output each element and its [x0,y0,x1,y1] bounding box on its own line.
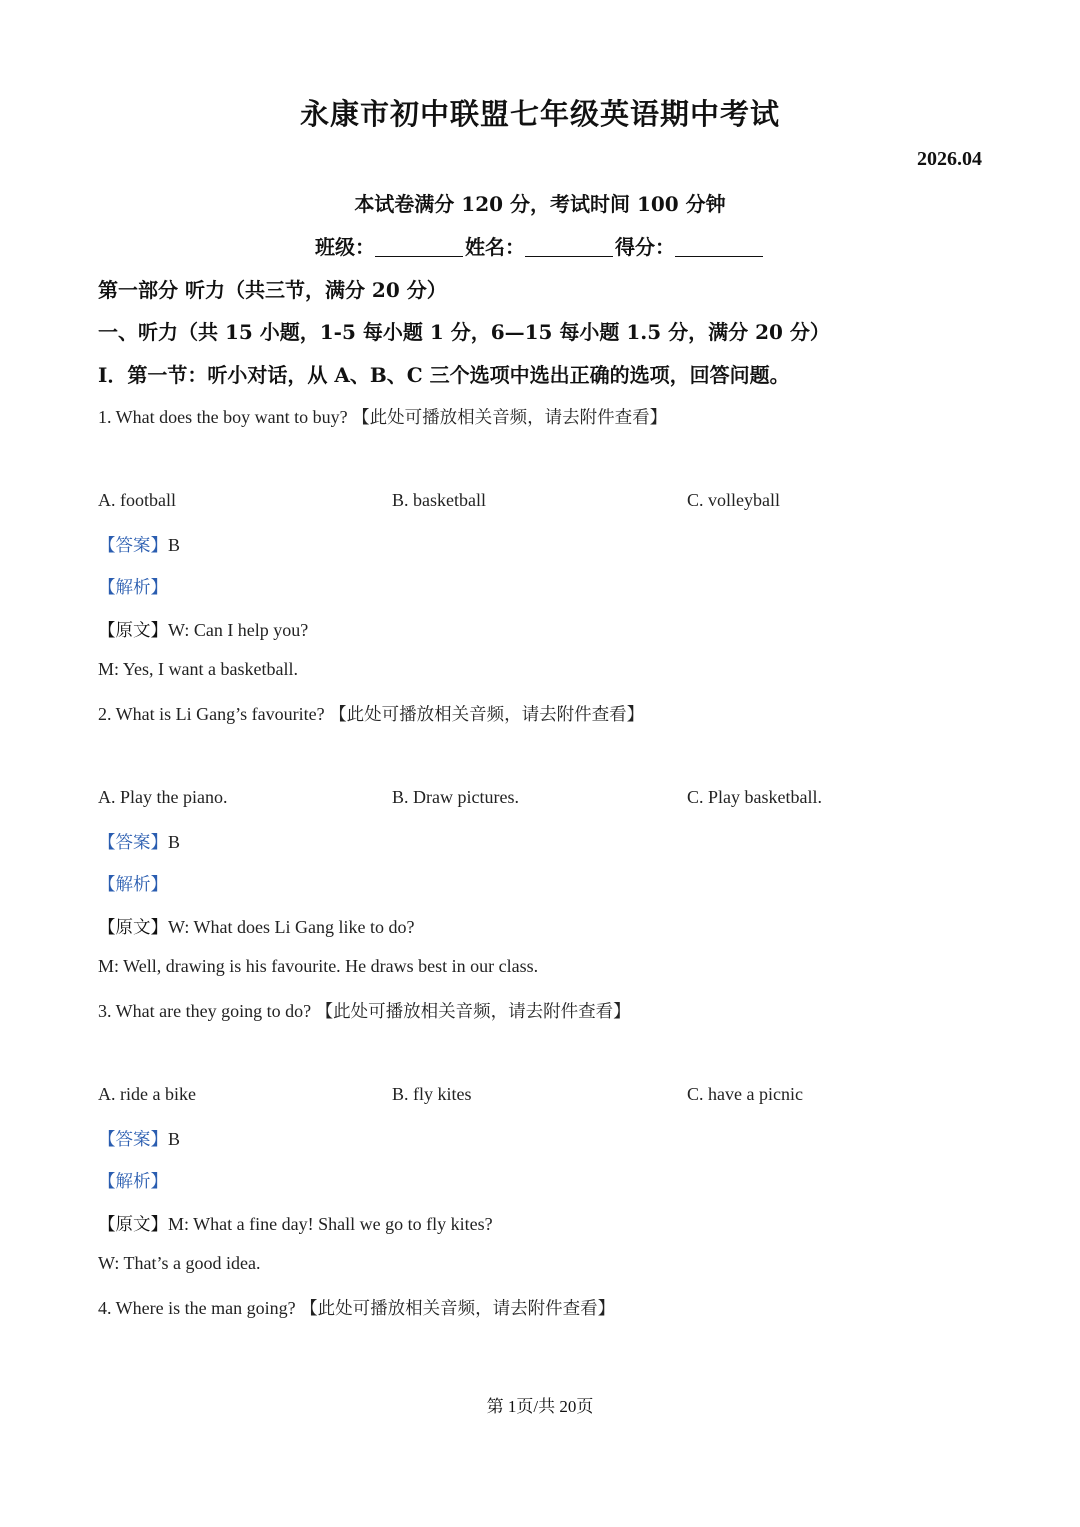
original-line [98,914,414,939]
score-label: 得分： [615,235,675,259]
option-b: B. fly kites [392,1084,472,1104]
option-a: A. football [98,490,176,510]
exam-title: 永康市初中联盟七年级英语期中考试 [299,97,780,131]
original-line [98,617,308,642]
original-text: W: What does Li Gang like to do? [168,917,415,937]
analysis-line [98,871,168,896]
audio-note: 【此处可播放相关音频，请去附件查看】 [300,1299,616,1319]
answer-line [98,829,180,854]
answer-tag: 【答案】 [98,1130,168,1150]
original-tag: 【原文】 [98,1215,168,1235]
option-b: B. basketball [392,490,486,510]
exam-subtitle: 本试卷满分 120 分，考试时间 100 分钟 [354,192,726,216]
class-label: 班级： [315,235,375,259]
question-stem [98,998,631,1023]
original-text: W: Can I help you? [168,620,309,640]
audio-note: 【此处可播放相关音频，请去附件查看】 [315,1002,631,1022]
section1-heading: I．第一节：听小对话，从 A、B、C 三个选项中选出正确的选项，回答问题。 [98,363,790,387]
score-blank [675,236,763,257]
answer-value: B [168,832,181,852]
analysis-line [98,1168,168,1193]
analysis-line [98,574,168,599]
original-text-cont: M: Well, drawing is his favourite. He draws best in our class. [98,956,539,976]
original-line [98,1211,493,1236]
audio-note: 【此处可播放相关音频，请去附件查看】 [352,408,668,428]
original-text: M: What a fine day! Shall we go to fly kites? [168,1214,493,1234]
answer-tag: 【答案】 [98,536,168,556]
original-tag: 【原文】 [98,621,168,641]
class-blank [375,236,463,257]
option-c: C. have a picnic [687,1084,803,1104]
original-text-cont: M: Yes, I want a basketball. [98,659,298,679]
answer-line [98,532,180,557]
audio-note: 【此处可播放相关音频，请去附件查看】 [329,705,645,725]
question-stem [98,1295,615,1320]
option-a: A. Play the piano. [98,787,228,807]
analysis-tag: 【解析】 [98,875,168,895]
name-label: 姓名： [465,235,525,259]
question-stem [98,404,667,429]
exam-date: 2026.04 [917,148,982,170]
original-tag: 【原文】 [98,918,168,938]
option-a: A. ride a bike [98,1084,196,1104]
option-b: B. Draw pictures. [392,787,519,807]
part1-sub-heading: 一、听力（共 15 小题，1-5 每小题 1 分，6—15 每小题 1.5 分，满分 20 分） [98,320,830,344]
page-footer: 第 1页/共 20页 [486,1397,594,1416]
answer-value: B [168,1129,181,1149]
question-3-text: 3. What are they going to do? [98,1001,312,1021]
question-stem [98,701,644,726]
answer-tag: 【答案】 [98,833,168,853]
answer-line [98,1126,180,1151]
analysis-tag: 【解析】 [98,578,168,598]
option-c: C. Play basketball. [687,787,822,807]
student-info-fields [0,231,1080,260]
analysis-tag: 【解析】 [98,1172,168,1192]
part1-heading: 第一部分 听力（共三节，满分 20 分） [98,278,447,302]
original-text-cont: W: That’s a good idea. [98,1253,261,1273]
answer-value: B [168,535,181,555]
question-2-text: 2. What is Li Gang’s favourite? [98,704,325,724]
question-4-text: 4. Where is the man going? [98,1298,296,1318]
option-c: C. volleyball [687,490,780,510]
question-1-text: 1. What does the boy want to buy? [98,407,348,427]
name-blank [525,236,613,257]
